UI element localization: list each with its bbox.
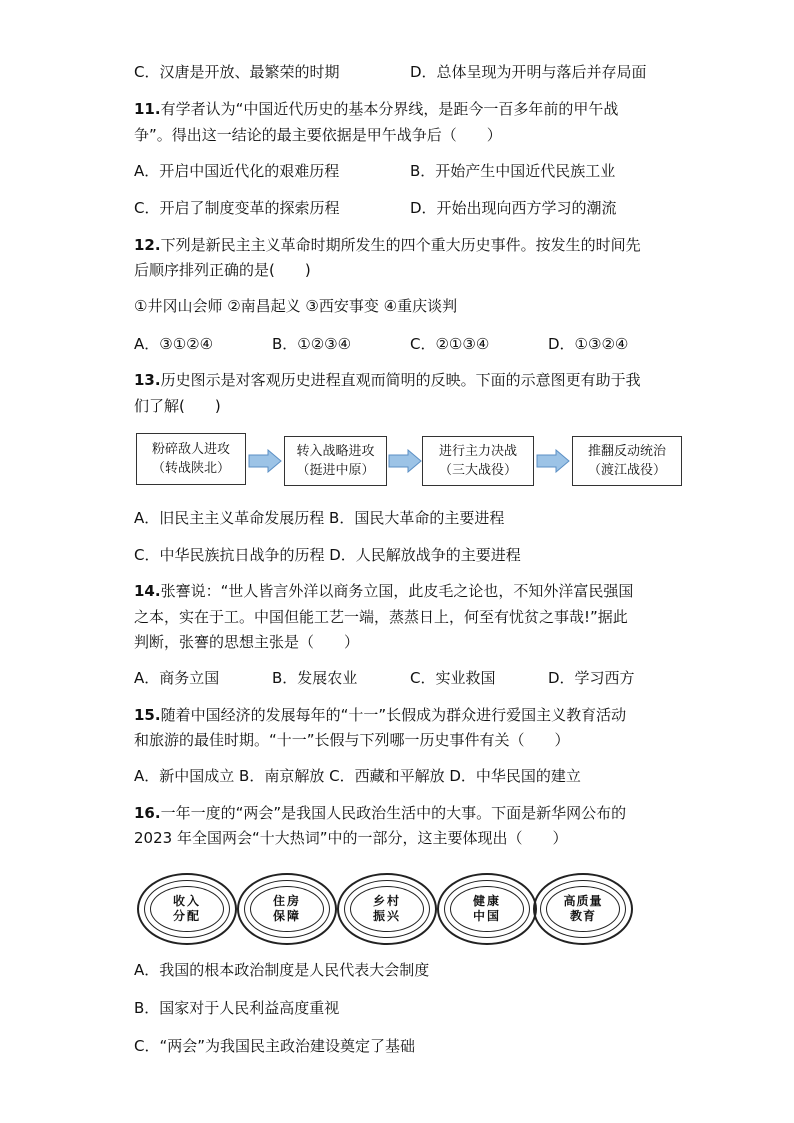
q16-option-c: C．“两会”为我国民主政治建设奠定了基础	[134, 1037, 416, 1055]
q14-option-c: C．实业救国	[410, 669, 496, 687]
q11-option-a: A．开启中国近代化的艰难历程	[134, 162, 340, 180]
q16-stem-line-2: 2023 年全国两会“十大热词”中的一部分，这主要体现出（ ）	[134, 829, 568, 847]
q14-stem-line-2: 之本，实在于工。中国但能工艺一端，蒸蒸日上，何至有忧贫之事哉!”据此	[134, 608, 628, 626]
q11-stem-line-1: 11.有学者认为“中国近代历史的基本分界线，是距今一百多年前的甲午战	[134, 100, 619, 118]
q15-options: A．新中国成立 B．南京解放 C．西藏和平解放 D．中华民国的建立	[134, 767, 581, 785]
q16-option-a: A．我国的根本政治制度是人民代表大会制度	[134, 961, 430, 979]
q14-option-d: D．学习西方	[548, 669, 635, 687]
q11-number: 11.	[134, 100, 161, 118]
q13-stem-line-2: 们了解( )	[134, 397, 221, 415]
q13-stem-line-1: 13.历史图示是对客观历史进程直观而简明的反映。下面的示意图更有助于我	[134, 371, 641, 389]
hot-word-tag: 收入 分配	[137, 873, 237, 945]
q12-stem-line-1: 12.下列是新民主主义革命时期所发生的四个重大历史事件。按发生的时间先	[134, 236, 641, 254]
hot-word-tag: 住房 保障	[237, 873, 337, 945]
q13-options-cd: C．中华民族抗日战争的历程 D．人民解放战争的主要进程	[134, 546, 521, 564]
hot-word-tag: 高质量 教育	[533, 873, 633, 945]
q16-stem-line-1: 16.一年一度的“两会”是我国人民政治生活中的大事。下面是新华网公布的	[134, 804, 627, 822]
flow-step-4: 推翻反动统治 （渡江战役）	[572, 436, 682, 486]
q12-stem-line-2: 后顺序排列正确的是( )	[134, 261, 311, 279]
q11-option-b: B．开始产生中国近代民族工业	[410, 162, 616, 180]
q16-number: 16.	[134, 804, 161, 822]
q14-option-b: B．发展农业	[272, 669, 358, 687]
q14-option-a: A．商务立国	[134, 669, 220, 687]
q11-option-c: C．开启了制度变革的探索历程	[134, 199, 340, 217]
q12-option-b: B．①②③④	[272, 335, 352, 353]
flow-arrow-icon	[388, 449, 422, 473]
q12-events: ①井冈山会师 ②南昌起义 ③西安事变 ④重庆谈判	[134, 297, 458, 315]
q12-option-d: D．①③②④	[548, 335, 629, 353]
q14-stem-line-3: 判断，张謇的思想主张是（ ）	[134, 633, 360, 651]
q11-option-d: D．开始出现向西方学习的潮流	[410, 199, 617, 217]
q14-stem-line-1: 14.张謇说：“世人皆言外洋以商务立国，此皮毛之论也，不知外洋富民强国	[134, 582, 634, 600]
q13-number: 13.	[134, 371, 161, 389]
q10-option-c: C．汉唐是开放、最繁荣的时期	[134, 63, 340, 81]
q12-number: 12.	[134, 236, 161, 254]
q12-option-c: C．②①③④	[410, 335, 490, 353]
q15-stem-line-1: 15.随着中国经济的发展每年的“十一”长假成为群众进行爱国主义教育活动	[134, 706, 627, 724]
q11-stem-line-2: 争”。得出这一结论的最主要依据是甲午战争后（ ）	[134, 126, 502, 144]
flow-arrow-icon	[536, 449, 570, 473]
q12-option-a: A．③①②④	[134, 335, 214, 353]
q10-option-d: D．总体呈现为开明与落后并存局面	[410, 63, 647, 81]
q15-number: 15.	[134, 706, 161, 724]
q14-number: 14.	[134, 582, 161, 600]
hot-word-tag: 乡村 振兴	[337, 873, 437, 945]
flow-step-1: 粉碎敌人进攻 （转战陕北）	[136, 433, 246, 485]
flow-step-2: 转入战略进攻 （挺进中原）	[284, 436, 387, 486]
q16-option-b: B．国家对于人民利益高度重视	[134, 999, 340, 1017]
hot-word-tag: 健康 中国	[437, 873, 537, 945]
q13-options-ab: A．旧民主主义革命发展历程 B．国民大革命的主要进程	[134, 509, 505, 527]
flow-step-3: 进行主力决战 （三大战役）	[422, 436, 534, 486]
q15-stem-line-2: 和旅游的最佳时期。“十一”长假与下列哪一历史事件有关（ ）	[134, 731, 570, 749]
flow-arrow-icon	[248, 449, 282, 473]
